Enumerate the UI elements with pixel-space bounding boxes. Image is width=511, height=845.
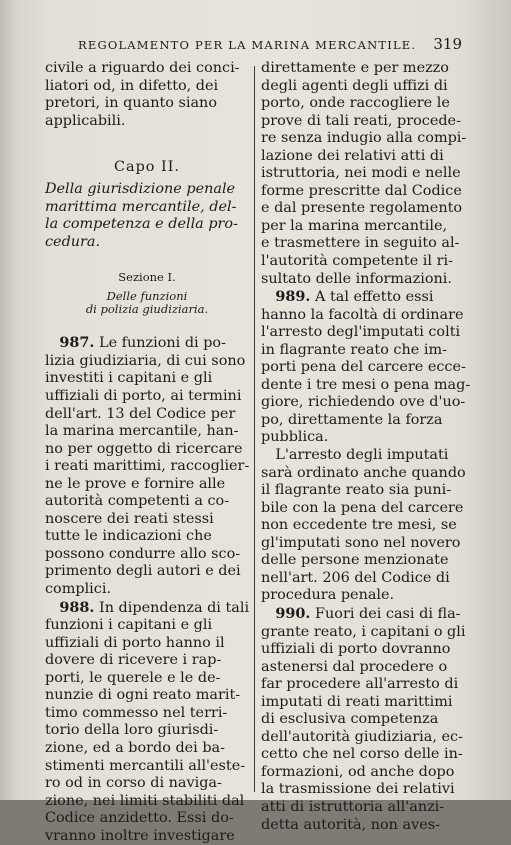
text-line: e dal presente regolamento bbox=[261, 200, 463, 217]
text-line: far procedere all'arresto di bbox=[261, 676, 459, 693]
column-divider bbox=[254, 66, 255, 792]
text-line: liatori od, in difetto, dei bbox=[45, 77, 219, 94]
left-column bbox=[45, 60, 249, 845]
text-line: 987. Le funzioni di po- bbox=[59, 334, 226, 352]
text-line: noscere dei reati stessi bbox=[45, 510, 214, 527]
article-number: 989. bbox=[275, 288, 311, 306]
text-line: e trasmettere in seguito al- bbox=[261, 235, 460, 252]
text-line: porti, le querele e le de- bbox=[45, 669, 221, 686]
text-line: applicabili. bbox=[45, 112, 126, 129]
article-989 bbox=[261, 288, 471, 447]
section-heading: Sezione I. bbox=[118, 270, 176, 285]
text-line: i reati marittimi, raccoglier- bbox=[45, 458, 250, 475]
text-line: gl'imputati sono nel novero bbox=[261, 534, 461, 551]
text-line: Della giurisdizione penale bbox=[45, 181, 236, 198]
text-line: L'arresto degli imputati bbox=[275, 447, 449, 464]
text-line: investiti i capitani e gli bbox=[45, 370, 213, 387]
text-line: di esclusiva competenza bbox=[261, 711, 439, 728]
text-line: porto, onde raccogliere le bbox=[261, 95, 450, 112]
text-line: dell'art. 13 del Codice per bbox=[45, 405, 236, 422]
text-line: possono condurre allo sco- bbox=[45, 545, 241, 562]
text-line: formazioni, od anche dopo bbox=[261, 763, 455, 780]
text-line: re senza indugio alla compi- bbox=[261, 130, 467, 147]
text-line: di polizia giudiziaria. bbox=[85, 302, 209, 317]
text-line: la trasmissione dei relativi bbox=[261, 781, 455, 798]
text-line: dell'autorità giudiziaria, ec- bbox=[261, 728, 463, 745]
text-line: direttamente e per mezzo bbox=[261, 60, 449, 76]
text-line: il flagrante reato sia puni- bbox=[261, 482, 452, 499]
text-line: po, direttamente la forza bbox=[261, 411, 443, 428]
text-line: autorità competenti a co- bbox=[45, 493, 230, 510]
article-number: 990. bbox=[275, 604, 311, 622]
text-line: lazione dei relativi atti di bbox=[261, 147, 444, 164]
text-line: nunzie di ogni reato marit- bbox=[45, 687, 241, 704]
text-line: timo commesso nel terri- bbox=[45, 704, 228, 721]
text-line: dovere di ricevere i rap- bbox=[45, 652, 222, 669]
text-line: complici. bbox=[45, 581, 112, 598]
text-line: l'arresto degl'imputati colti bbox=[261, 324, 461, 341]
chapter-heading: Capo II. bbox=[114, 159, 180, 176]
text-line: bile con la pena del carcere bbox=[261, 499, 464, 516]
article-989-paragraph-2 bbox=[261, 447, 465, 605]
text-line: pubblica. bbox=[261, 429, 329, 446]
text-line: vranno inoltre investigare bbox=[45, 827, 235, 844]
text-line: hanno la facoltà di ordinare bbox=[261, 306, 464, 323]
text-line: atti di istruttoria all'anzi- bbox=[261, 798, 445, 815]
article-987 bbox=[45, 334, 249, 598]
text-line: 988. In dipendenza di tali bbox=[59, 598, 250, 616]
text-line: zione, nei limiti stabiliti dal bbox=[45, 792, 245, 809]
text-line: Delle funzioni bbox=[106, 289, 188, 304]
article-number: 988. bbox=[59, 598, 95, 616]
text-line: la marina mercantile, han- bbox=[45, 423, 239, 440]
text-line: imputati di reati marittimi bbox=[261, 693, 453, 710]
text-line: porti pena del carcere ecce- bbox=[261, 359, 466, 376]
section-title bbox=[45, 290, 249, 316]
text-line: la competenza e della pro- bbox=[45, 216, 238, 233]
text-line: stimenti mercantili all'este- bbox=[45, 757, 246, 774]
article-number: 987. bbox=[59, 334, 95, 352]
text-line: 989. A tal effetto essi bbox=[275, 288, 434, 306]
text-line: cedura. bbox=[45, 233, 101, 250]
text-line: l'autorità competente il ri- bbox=[261, 253, 453, 270]
text-line: dente i tre mesi o pena mag- bbox=[261, 376, 471, 393]
text-line: no per oggetto di ricercare bbox=[45, 440, 243, 457]
text-line: grante reato, i capitani o gli bbox=[261, 623, 466, 640]
text-line: marittima mercantile, del- bbox=[45, 198, 237, 215]
text-line: uffiziali di porto hanno il bbox=[45, 634, 225, 651]
text-line: astenersi dal procedere o bbox=[261, 658, 448, 675]
text-line: in flagrante reato che im- bbox=[261, 341, 447, 358]
text-line: non eccedente tre mesi, se bbox=[261, 517, 457, 534]
text-line: uffiziali di porto dovranno bbox=[261, 641, 451, 658]
right-column bbox=[261, 60, 471, 834]
text-line: prove di tali reati, procede- bbox=[261, 112, 461, 129]
text-line: procedura penale. bbox=[261, 587, 395, 604]
text-line: funzioni i capitani e gli bbox=[45, 617, 213, 634]
page-number: 319 bbox=[433, 35, 462, 53]
text-line: istruttoria, nei modi e nelle bbox=[261, 165, 461, 182]
text-line: ne le prove e fornire alle bbox=[45, 475, 226, 492]
text-line: torio della loro giurisdi- bbox=[45, 722, 219, 739]
text-line: degli agenti degli uffizi di bbox=[261, 77, 448, 94]
text-line: sultato delle informazioni. bbox=[261, 270, 452, 287]
text-line: nell'art. 206 del Codice di bbox=[261, 569, 450, 586]
intro-paragraph bbox=[45, 60, 249, 130]
text-line: delle persone menzionate bbox=[261, 552, 449, 569]
text-line: uffiziali di porto, ai termini bbox=[45, 388, 242, 405]
text-line: 990. Fuori dei casi di fla- bbox=[275, 604, 461, 622]
article-988 bbox=[45, 599, 249, 845]
text-line: lizia giudiziaria, di cui sono bbox=[45, 352, 246, 369]
text-line: tutte le indicazioni che bbox=[45, 528, 212, 545]
text-line: pretori, in quanto siano bbox=[45, 95, 217, 112]
text-line: detta autorità, non aves- bbox=[261, 816, 440, 833]
text-line: primento degli autori e dei bbox=[45, 563, 241, 580]
chapter-title bbox=[45, 181, 249, 251]
text-line: civile a riguardo dei conci- bbox=[45, 60, 240, 76]
article-988-continuation bbox=[261, 60, 465, 288]
text-line: forme prescritte dal Codice bbox=[261, 182, 462, 199]
text-line: per la marina mercantile, bbox=[261, 217, 448, 234]
text-line: giore, richiedendo ove d'uo- bbox=[261, 394, 466, 411]
text-line: cetto che nel corso delle in- bbox=[261, 746, 463, 763]
text-line: ro od in corso di naviga- bbox=[45, 775, 222, 792]
running-title: REGOLAMENTO PER LA MARINA MERCANTILE. bbox=[78, 38, 417, 52]
text-line: sarà ordinato anche quando bbox=[261, 464, 466, 481]
text-line: zione, ed a bordo dei ba- bbox=[45, 739, 226, 756]
text-line: Codice anzidetto. Essi do- bbox=[45, 810, 234, 827]
